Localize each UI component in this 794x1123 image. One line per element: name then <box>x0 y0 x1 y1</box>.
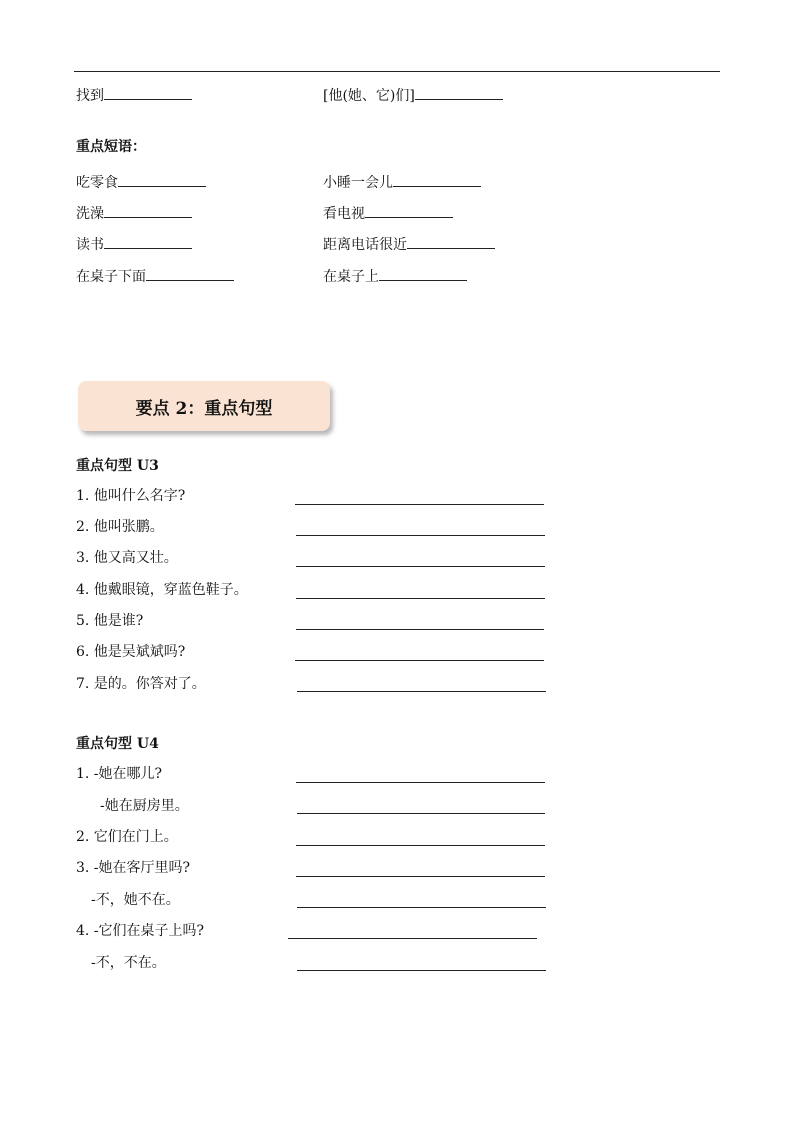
u4-heading: 重点句型 U4 <box>76 736 159 752</box>
phrase-item: 在桌子上 <box>323 266 467 286</box>
fill-blank[interactable] <box>104 85 192 100</box>
fill-blank[interactable] <box>365 203 453 218</box>
u4-sentence: -不，不在。 <box>91 955 166 971</box>
u3-sentence: 4. 他戴眼镜，穿蓝色鞋子。 <box>76 582 248 598</box>
phrases-heading: 重点短语： <box>76 139 146 155</box>
phrase-item: 距离电话很近 <box>323 234 495 254</box>
phrase-item: 吃零食 <box>76 172 206 192</box>
fill-blank[interactable] <box>104 203 192 218</box>
fill-blank[interactable] <box>379 266 467 281</box>
u3-heading: 重点句型 U3 <box>76 458 159 474</box>
u4-sentence: -她在厨房里。 <box>100 798 189 814</box>
phrase-item: 在桌子下面 <box>76 266 234 286</box>
u4-sentence: 4. -它们在桌子上吗? <box>76 923 205 939</box>
phrase-item: 读书 <box>76 234 192 254</box>
phrase-item: 看电视 <box>323 203 453 223</box>
answer-line[interactable] <box>296 598 545 599</box>
phrase-item: 小睡一会儿 <box>323 172 481 192</box>
u3-sentence: 3. 他又高又壮。 <box>76 550 178 566</box>
answer-line[interactable] <box>288 938 537 939</box>
header-rule <box>74 71 720 72</box>
section-banner-label: 要点 2：重点句型 <box>135 398 273 419</box>
answer-line[interactable] <box>296 845 545 846</box>
fill-blank[interactable] <box>415 85 503 100</box>
answer-line[interactable] <box>297 691 546 692</box>
u3-sentence: 1. 他叫什么名字? <box>76 488 186 504</box>
fill-blank[interactable] <box>146 266 234 281</box>
answer-line[interactable] <box>296 876 545 877</box>
fill-blank[interactable] <box>407 234 495 249</box>
fill-blank[interactable] <box>104 234 192 249</box>
u4-sentence: 1. -她在哪儿? <box>76 766 163 782</box>
answer-line[interactable] <box>297 813 545 814</box>
answer-line[interactable] <box>295 504 544 505</box>
vocab-item-they: [他(她、它)们] <box>323 85 503 105</box>
answer-line[interactable] <box>295 660 544 661</box>
phrase-item: 洗澡 <box>76 203 192 223</box>
u4-sentence: -不，她不在。 <box>91 892 180 908</box>
u3-sentence: 7. 是的。你答对了。 <box>76 676 206 692</box>
u3-sentence: 5. 他是谁? <box>76 613 144 629</box>
u4-sentence: 2. 它们在门上。 <box>76 829 178 845</box>
vocab-item-find: 找到 <box>76 85 192 105</box>
u3-sentence: 2. 他叫张鹏。 <box>76 519 164 535</box>
answer-line[interactable] <box>297 970 546 971</box>
answer-line[interactable] <box>297 907 546 908</box>
section-banner <box>78 381 330 431</box>
answer-line[interactable] <box>296 629 544 630</box>
fill-blank[interactable] <box>393 172 481 187</box>
u4-sentence: 3. -她在客厅里吗? <box>76 860 191 876</box>
fill-blank[interactable] <box>118 172 206 187</box>
answer-line[interactable] <box>296 535 545 536</box>
u3-sentence: 6. 他是吴斌斌吗? <box>76 644 186 660</box>
answer-line[interactable] <box>296 566 545 567</box>
answer-line[interactable] <box>296 782 545 783</box>
